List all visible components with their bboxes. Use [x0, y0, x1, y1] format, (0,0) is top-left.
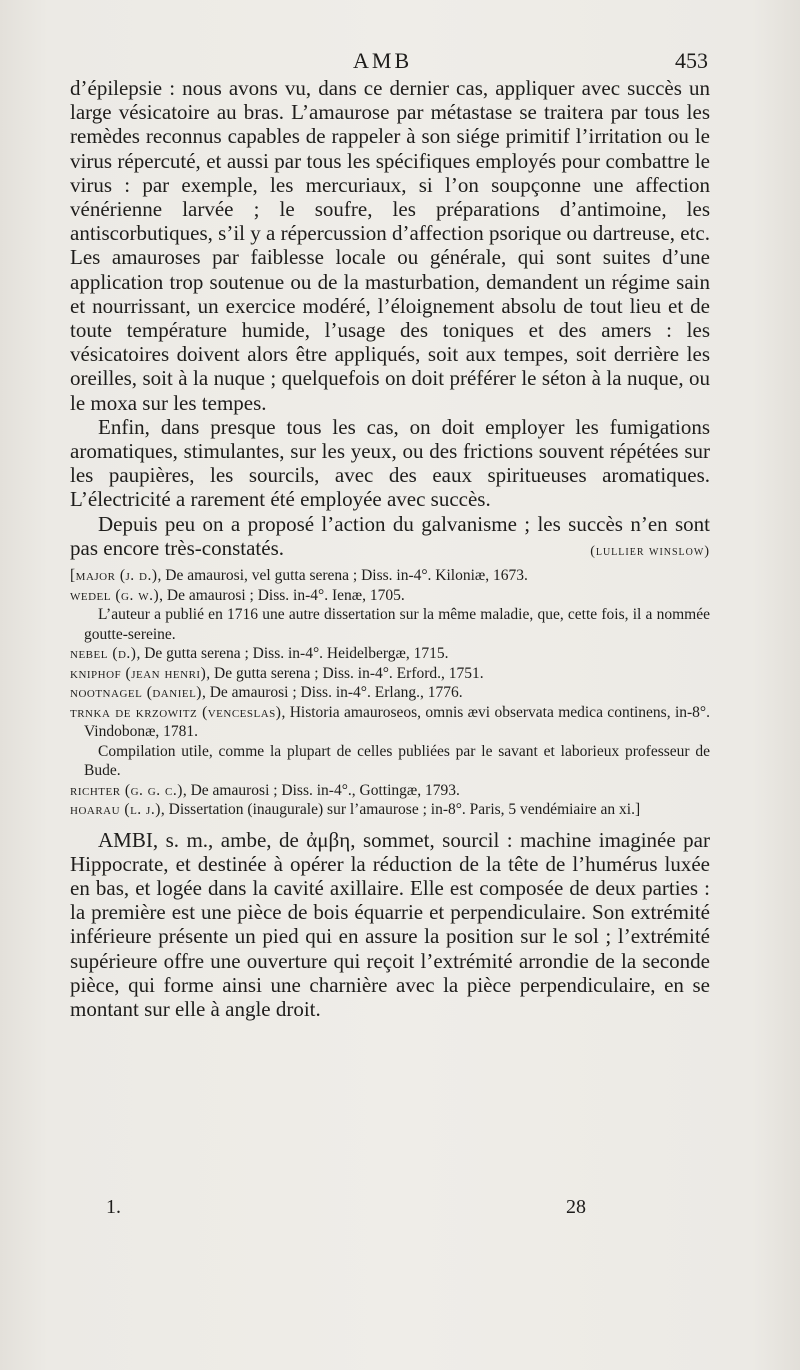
- running-header: [0, 48, 800, 78]
- paragraph-fumigations: Enfin, dans presque tous les cas, on doit employer les fumigations aromatiques, stimulantes, sur les yeux, ou des frictions souvent répétées sur les paupières, les sourcils, avec des eaux spiritueuses aromatiques. L’électricité a rarement été employée avec succès.: [70, 414, 710, 512]
- galvanism-text: Depuis peu on a proposé l’action du galvanisme ; les succès n’en sont pas encore très-constatés.: [70, 511, 710, 560]
- bibliography-entry: wedel (g. w.), De amaurosi ; Diss. in-4°. Ienæ, 1705.: [70, 586, 405, 604]
- bibliography-note: Compilation utile, comme la plupart de celles publiées par le savant et laborieux professeur de Bude.: [84, 742, 710, 780]
- paragraph-galvanism: [70, 512, 710, 560]
- author-citation: (lullier winslow): [590, 543, 710, 559]
- signature-mark: 28: [566, 1196, 586, 1218]
- bibliography-entry: trnka de krzowitz (venceslas), Historia amauroseos, omnis ævi observata medica continens, in-8°. Vindobonæ, 1781.: [70, 703, 710, 741]
- bibliography-entry: [major (j. d.), De amaurosi, vel gutta serena ; Diss. in-4°. Kiloniæ, 1673.: [70, 567, 528, 585]
- bibliography-entry: hoarau (l. j.), Dissertation (inaugurale) sur l’amaurose ; in-8°. Paris, 5 vendémiaire an xi.]: [70, 801, 641, 819]
- text-block: [70, 76, 710, 1021]
- bibliography-entry: kniphof (jean henri), De gutta serena ; Diss. in-4°. Erford., 1751.: [70, 664, 484, 682]
- running-title: AMB: [353, 48, 413, 73]
- paragraph-treatment-metastasis: d’épilepsie : nous avons vu, dans ce dernier cas, appliquer avec succès un large vésicatoire au bras. L’amaurose par métastase se traitera par tous les remèdes reconnus capables de rappeler à son siége primitif l’irritation ou le virus répercuté, et aussi par tous les spécifiques employés pour combattre le virus : par exemple, les mercuriaux, si l’on soupçonne une affection vénérienne larvée ; le soufre, les préparations d’antimoine, les antiscorbutiques, s’il y a répercussion d’affection psorique ou dartreuse, etc. Les amauroses par faiblesse locale ou générale, qui sont suites d’une application trop soutenue ou de la masturbation, demandent un régime sain et nourrissant, un exercice modéré, l’éloignement absolu de tout lieu et de toute température humide, l’usage des toniques et des amers : les vésicatoires doivent alors être appliqués, soit aux tempes, soit derrière les oreilles, soit à la nuque ; quelquefois on doit préférer le séton à la nuque, ou le moxa sur les tempes.: [70, 76, 710, 415]
- bibliography-entry: nootnagel (daniel), De amaurosi ; Diss. in-4°. Erlang., 1776.: [70, 684, 463, 702]
- bibliography: [70, 566, 710, 820]
- bibliography-note: L’auteur a publié en 1716 une autre dissertation sur la même maladie, que, cette fois, il a nommée goutte-sereine.: [84, 606, 710, 643]
- page-number: 453: [675, 48, 708, 73]
- bibliography-entry: richter (g. g. c.), De amaurosi ; Diss. in-4°., Gottingæ, 1793.: [70, 781, 460, 799]
- entry-ambi: AMBI, s. m., ambe, de ἀμβη, sommet, sourcil : machine imaginée par Hippocrate, et destinée à opérer la réduction de la tête de l’humérus luxée en bas, et logée dans la cavité axillaire. Elle est composée de deux parties : la première est une pièce de bois équarrie et perpendiculaire. Son extrémité inférieure présente un pied qui en assure la position sur le sol ; l’extrémité supérieure offre une ouverture qui reçoit l’extrémité arrondie de la seconde pièce, qui forme ainsi une charnière avec la pièce perpendiculaire, en se montant sur elle à angle droit.: [70, 827, 710, 1021]
- page-footer: [0, 1196, 800, 1226]
- volume-number: 1.: [106, 1196, 121, 1218]
- bibliography-entry: nebel (d.), De gutta serena ; Diss. in-4°. Heidelbergæ, 1715.: [70, 645, 449, 663]
